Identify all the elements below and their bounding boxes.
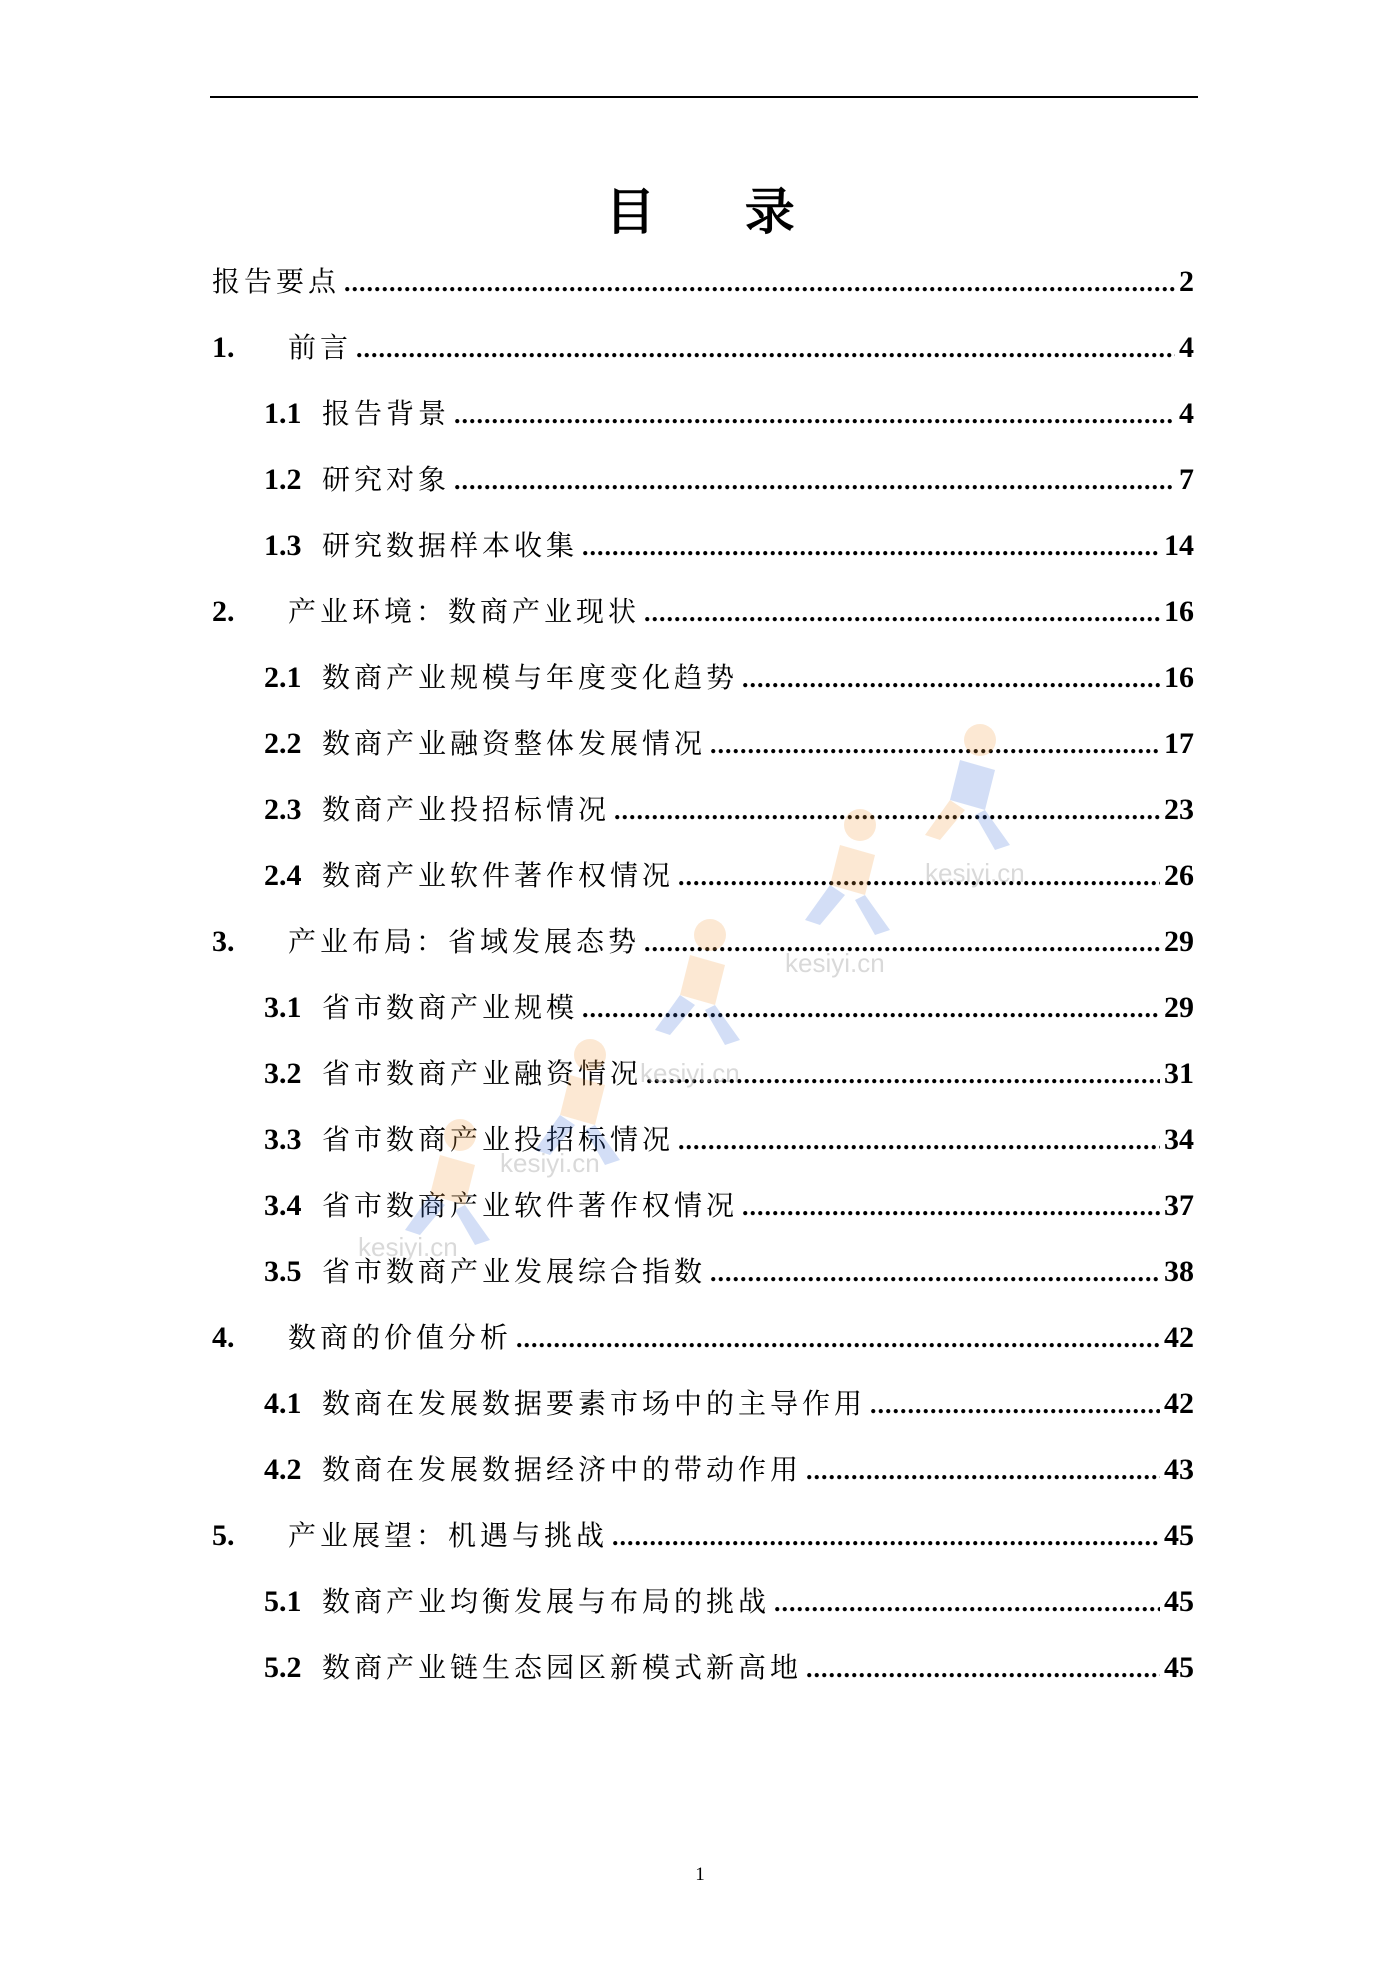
toc-entry[interactable] (212, 1646, 1194, 1712)
toc-entry-page: 45 (1164, 1651, 1194, 1684)
toc-entry[interactable] (212, 986, 1194, 1052)
toc-entry-number: 1.2 (264, 463, 302, 496)
toc-entry-number: 3.4 (264, 1189, 302, 1222)
toc-entry-title: 研究对象 (322, 463, 451, 496)
toc-dot-leader (678, 1126, 1160, 1156)
header-rule (210, 96, 1198, 98)
toc-entry-page: 37 (1164, 1189, 1194, 1222)
toc-entry-page: 23 (1164, 793, 1194, 826)
toc-entry-number: 1.1 (264, 397, 302, 430)
toc-entry-number: 2.2 (264, 727, 302, 760)
toc-entry-number: 2. (212, 595, 235, 628)
toc-entry-title: 前言 (288, 331, 353, 364)
toc-entry-number: 2.3 (264, 793, 302, 826)
toc-entry-page: 42 (1164, 1321, 1194, 1354)
toc-entry-page: 14 (1164, 529, 1194, 562)
toc-dot-leader (806, 1654, 1160, 1684)
toc-entry[interactable] (212, 1514, 1194, 1580)
toc-entry-title: 数商产业链生态园区新模式新高地 (322, 1651, 803, 1684)
toc-entry-page: 2 (1179, 265, 1194, 298)
toc-dot-leader (774, 1588, 1160, 1618)
toc-entry-page: 34 (1164, 1123, 1194, 1156)
toc-entry-title: 省市数商产业规模 (322, 991, 579, 1024)
toc-entry[interactable] (212, 1118, 1194, 1184)
toc-dot-leader (454, 466, 1175, 496)
toc-entry[interactable] (212, 1250, 1194, 1316)
toc-entry-title: 省市数商产业软件著作权情况 (322, 1189, 739, 1222)
toc-entry[interactable] (212, 392, 1194, 458)
toc-entry-number: 4.1 (264, 1387, 302, 1420)
toc-entry-page: 42 (1164, 1387, 1194, 1420)
toc-dot-leader (742, 1192, 1160, 1222)
toc-dot-leader (344, 268, 1175, 298)
toc-entry-number: 1.3 (264, 529, 302, 562)
toc-entry-page: 45 (1164, 1585, 1194, 1618)
toc-entry-page: 29 (1164, 991, 1194, 1024)
toc-entry-number: 2.1 (264, 661, 302, 694)
toc-entry-page: 4 (1179, 331, 1194, 364)
toc-entry-number: 2.4 (264, 859, 302, 892)
toc-dot-leader (582, 532, 1160, 562)
toc-entry-title: 产业环境：数商产业现状 (288, 595, 641, 628)
toc-entry-number: 3.3 (264, 1123, 302, 1156)
toc-entry-title: 数商产业均衡发展与布局的挑战 (322, 1585, 771, 1618)
toc-entry-title: 省市数商产业发展综合指数 (322, 1255, 707, 1288)
toc-entry-title: 产业布局：省域发展态势 (288, 925, 641, 958)
watermark-text: kesiyi.cn (500, 1148, 600, 1178)
toc-entry[interactable] (212, 854, 1194, 920)
toc-entry[interactable] (212, 920, 1194, 986)
toc-entry-title: 报告要点 (212, 265, 341, 298)
toc-entry-title: 省市数商产业融资情况 (322, 1057, 643, 1090)
toc-entry[interactable] (212, 788, 1194, 854)
toc-entry-number: 5. (212, 1519, 235, 1552)
toc-entry-number: 3.5 (264, 1255, 302, 1288)
toc-entry-number: 1. (212, 331, 235, 364)
toc-entry-number: 4.2 (264, 1453, 302, 1486)
toc-entry-title: 数商产业规模与年度变化趋势 (322, 661, 739, 694)
toc-entry[interactable] (212, 1052, 1194, 1118)
toc-entry[interactable] (212, 590, 1194, 656)
toc-dot-leader (454, 400, 1175, 430)
toc-entry[interactable] (212, 722, 1194, 788)
watermark-text: kesiyi.cn (785, 948, 885, 978)
toc-dot-leader (806, 1456, 1160, 1486)
toc-entry-page: 45 (1164, 1519, 1194, 1552)
toc-entry-page: 7 (1179, 463, 1194, 496)
toc-entry-title: 产业展望：机遇与挑战 (288, 1519, 609, 1552)
toc-entry-title: 数商的价值分析 (288, 1321, 513, 1354)
toc-entry-page: 31 (1164, 1057, 1194, 1090)
toc-dot-leader (612, 1522, 1160, 1552)
watermark-text: kesiyi.cn (925, 858, 1025, 888)
toc-entry[interactable] (212, 1316, 1194, 1382)
toc-entry[interactable] (212, 260, 1194, 326)
toc-dot-leader (870, 1390, 1160, 1420)
toc-dot-leader (614, 796, 1160, 826)
toc-entry-title: 省市数商产业投招标情况 (322, 1123, 675, 1156)
toc-entry[interactable] (212, 1580, 1194, 1646)
toc-entry-title: 数商产业软件著作权情况 (322, 859, 675, 892)
toc-entry[interactable] (212, 1448, 1194, 1514)
toc-dot-leader (644, 928, 1160, 958)
toc-dot-leader (678, 862, 1160, 892)
toc-entry[interactable] (212, 1382, 1194, 1448)
toc-entry-number: 5.2 (264, 1651, 302, 1684)
toc-entry[interactable] (212, 656, 1194, 722)
toc-entry-page: 16 (1164, 661, 1194, 694)
toc-dot-leader (356, 334, 1175, 364)
toc-entry-number: 4. (212, 1321, 235, 1354)
toc-entry-title: 数商产业投招标情况 (322, 793, 611, 826)
toc-entry-page: 16 (1164, 595, 1194, 628)
toc-entry[interactable] (212, 458, 1194, 524)
toc-entry[interactable] (212, 326, 1194, 392)
toc-entry-title: 数商产业融资整体发展情况 (322, 727, 707, 760)
toc-entry-page: 26 (1164, 859, 1194, 892)
toc-entry-title: 数商在发展数据经济中的带动作用 (322, 1453, 803, 1486)
toc-entry-title: 研究数据样本收集 (322, 529, 579, 562)
watermark-text: kesiyi.cn (640, 1058, 740, 1088)
watermark-text: kesiyi.cn (358, 1232, 458, 1262)
toc-dot-leader (742, 664, 1160, 694)
toc-entry-page: 38 (1164, 1255, 1194, 1288)
toc-dot-leader (644, 598, 1160, 628)
toc-dot-leader (516, 1324, 1160, 1354)
page-number: 1 (695, 1864, 705, 1885)
toc-dot-leader (710, 730, 1160, 760)
toc-title: 目 录 (605, 183, 831, 241)
toc-entry-number: 5.1 (264, 1585, 302, 1618)
toc-dot-leader (582, 994, 1160, 1024)
toc-dot-leader (646, 1060, 1160, 1090)
toc-entry-title: 报告背景 (322, 397, 451, 430)
toc-entry-page: 17 (1164, 727, 1194, 760)
toc-entry-number: 3.1 (264, 991, 302, 1024)
toc-entry-title: 数商在发展数据要素市场中的主导作用 (322, 1387, 867, 1420)
toc-entry[interactable] (212, 524, 1194, 590)
toc-entry-number: 3.2 (264, 1057, 302, 1090)
toc-entry[interactable] (212, 1184, 1194, 1250)
toc-entry-page: 4 (1179, 397, 1194, 430)
toc-entry-page: 43 (1164, 1453, 1194, 1486)
table-of-contents (212, 260, 1194, 1712)
toc-entry-page: 29 (1164, 925, 1194, 958)
toc-dot-leader (710, 1258, 1160, 1288)
toc-entry-number: 3. (212, 925, 235, 958)
